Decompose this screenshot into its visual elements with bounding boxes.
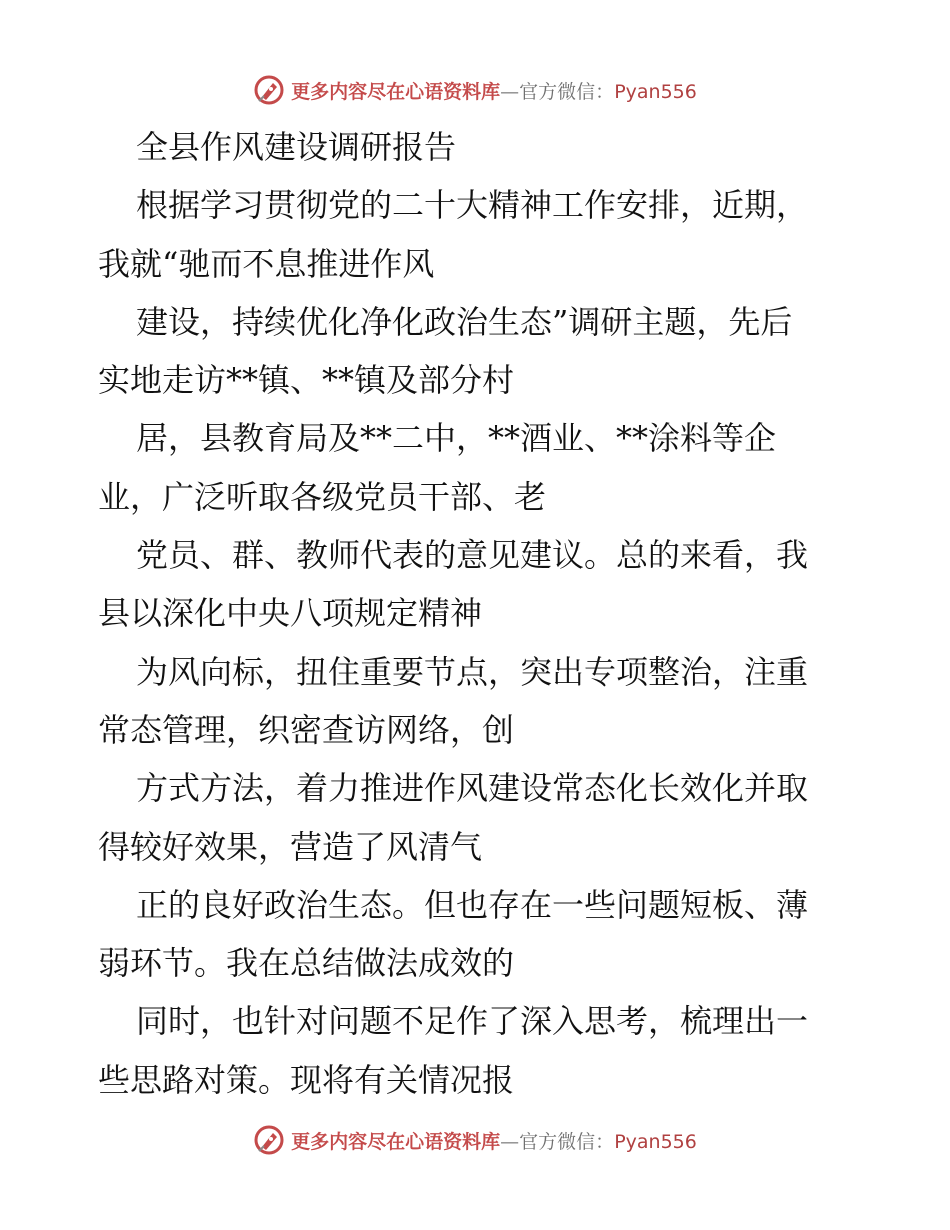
pen-nib-icon (253, 1124, 285, 1156)
paragraph-line: 根据学习贯彻党的二十大精神工作安排，近期， (136, 186, 809, 225)
document-title: 全县作风建设调研报告 (136, 128, 457, 166)
watermark-separator: — (500, 80, 520, 103)
paragraph-line: 建设，持续优化净化政治生态”调研主题，先后 (136, 302, 793, 341)
paragraph-line: 县以深化中央八项规定精神 (98, 594, 483, 633)
paragraph-line: 方式方法，着力推进作风建设常态化长效化并取 (136, 769, 809, 808)
pen-nib-icon (253, 74, 285, 106)
watermark-separator: — (500, 1130, 520, 1153)
paragraph-line: 常态管理，织密查访网络，创 (98, 710, 515, 749)
paragraph-line: 党员、群、教师代表的意见建议。总的来看，我 (136, 536, 809, 575)
watermark-id: Pyan556 (614, 80, 697, 103)
paragraph-line: 正的良好政治生态。但也存在一些问题短板、薄 (136, 885, 809, 924)
footer-watermark (0, 1120, 950, 1160)
paragraph-line: 为风向标，扭住重要节点，突出专项整治，注重 (136, 652, 809, 691)
paragraph-line: 得较好效果，营造了风清气 (98, 827, 483, 866)
paragraph-line: 居，县教育局及**二中，**酒业、**涂料等企 (136, 419, 777, 458)
document-body (98, 118, 858, 1109)
paragraph-line: 弱环节。我在总结做法成效的 (98, 944, 515, 983)
paragraph-line: 实地走访**镇、**镇及部分村 (98, 361, 515, 400)
watermark-text (291, 77, 697, 104)
paragraph-line: 些思路对策。现将有关情况报 (98, 1060, 515, 1099)
watermark-label: 官方微信： (519, 80, 615, 103)
watermark-main-text: 更多内容尽在心语资料库 (291, 80, 501, 103)
header-watermark (0, 70, 950, 110)
watermark-text (291, 1127, 697, 1154)
watermark-label: 官方微信： (519, 1130, 615, 1153)
paragraph-line: 同时，也针对问题不足作了深入思考，梳理出一 (136, 1002, 809, 1041)
watermark-id: Pyan556 (614, 1130, 697, 1153)
paragraph-line: 我就“驰而不息推进作风 (98, 244, 435, 283)
paragraph-line: 业，广泛听取各级党员干部、老 (98, 477, 547, 516)
watermark-main-text: 更多内容尽在心语资料库 (291, 1130, 501, 1153)
